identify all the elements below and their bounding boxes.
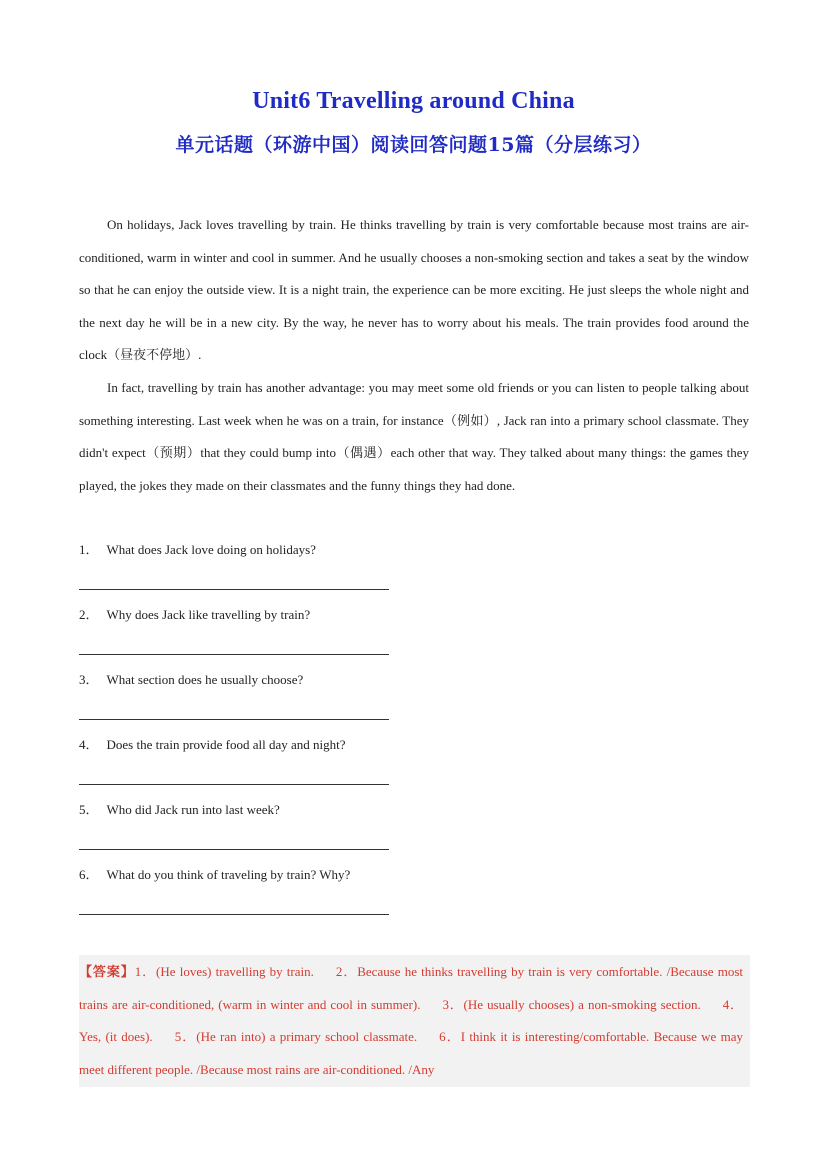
page-subtitle: 单元话题（环游中国）阅读回答问题15篇（分层练习） — [175, 134, 652, 156]
passage-paragraph: On holidays, Jack loves travelling by train. He thinks travelling by train is very comfortable because most trains are air-conditioned, warm in winter and cool in summer. And he usually chooses a non-smoking section and takes a seat by the window so that he can enjoy the outside view. It is a night train, the experience can be more exciting. He just sleeps the whole night and the next day he will be in a new city. By the way, he never has to worry about his meals. The train provides food around the clock（昼夜不停地）. — [79, 217, 749, 363]
question-number: 2． — [79, 607, 99, 622]
passage-paragraph: In fact, travelling by train has another advantage: you may meet some old friends or you can listen to people talking about something interesting. Last week when he was on a train, for instance（例如）, Jack ran into a primary school classmate. They didn't expect（预期）that they could bump into（偶遇）each other that way. They talked about many things: the games they played, the jokes they made on their classmates and the funny things they had done. — [79, 379, 749, 493]
answer-blank-line[interactable] — [79, 849, 389, 850]
question-text: Why does Jack like travelling by train? — [106, 607, 311, 622]
reading-passage — [79, 209, 749, 502]
question-number: 4． — [79, 737, 99, 752]
question-item — [79, 599, 749, 664]
answer-item: 6．I think it is interesting/comfortable. Because we may meet different people. /Because most rains are air-conditioned. /Any — [79, 1029, 743, 1077]
answer-blank-line[interactable] — [79, 719, 389, 720]
page-title: Unit6 Travelling around China — [252, 88, 575, 114]
question-item — [79, 664, 749, 729]
answer-item: 4．Yes, (it does). — [79, 996, 743, 1045]
answer-blank-line[interactable] — [79, 784, 389, 785]
question-text: What does Jack love doing on holidays? — [106, 542, 316, 557]
answer-label: 【答案】 — [79, 964, 135, 979]
question-number: 6． — [79, 867, 99, 882]
question-number: 3． — [79, 672, 99, 687]
answer-blank-line[interactable] — [79, 654, 389, 655]
answer-blank-line[interactable] — [79, 589, 389, 590]
question-item — [79, 729, 749, 794]
answer-item: 2．Because he thinks travelling by train is very comfortable. /Because most trains are air-conditioned, (warm in winter and cool in summer). — [79, 964, 743, 1012]
question-list — [79, 534, 749, 924]
answer-item: 5．(He ran into) a primary school classmate. — [174, 1029, 418, 1045]
answer-blank-line[interactable] — [79, 914, 389, 915]
answer-item: 1．(He loves) travelling by train. — [134, 964, 314, 979]
question-number: 1． — [79, 542, 99, 557]
question-text: Does the train provide food all day and night? — [106, 737, 346, 752]
answer-key-text — [79, 956, 743, 1086]
question-text: Who did Jack run into last week? — [106, 802, 280, 817]
question-item — [79, 534, 749, 599]
question-number: 5． — [79, 802, 99, 817]
question-text: What do you think of traveling by train? Why? — [106, 867, 351, 882]
answer-item: 3．(He usually chooses) a non-smoking section. — [442, 996, 701, 1012]
question-text: What section does he usually choose? — [106, 672, 304, 687]
question-item — [79, 859, 749, 924]
question-item — [79, 794, 749, 859]
